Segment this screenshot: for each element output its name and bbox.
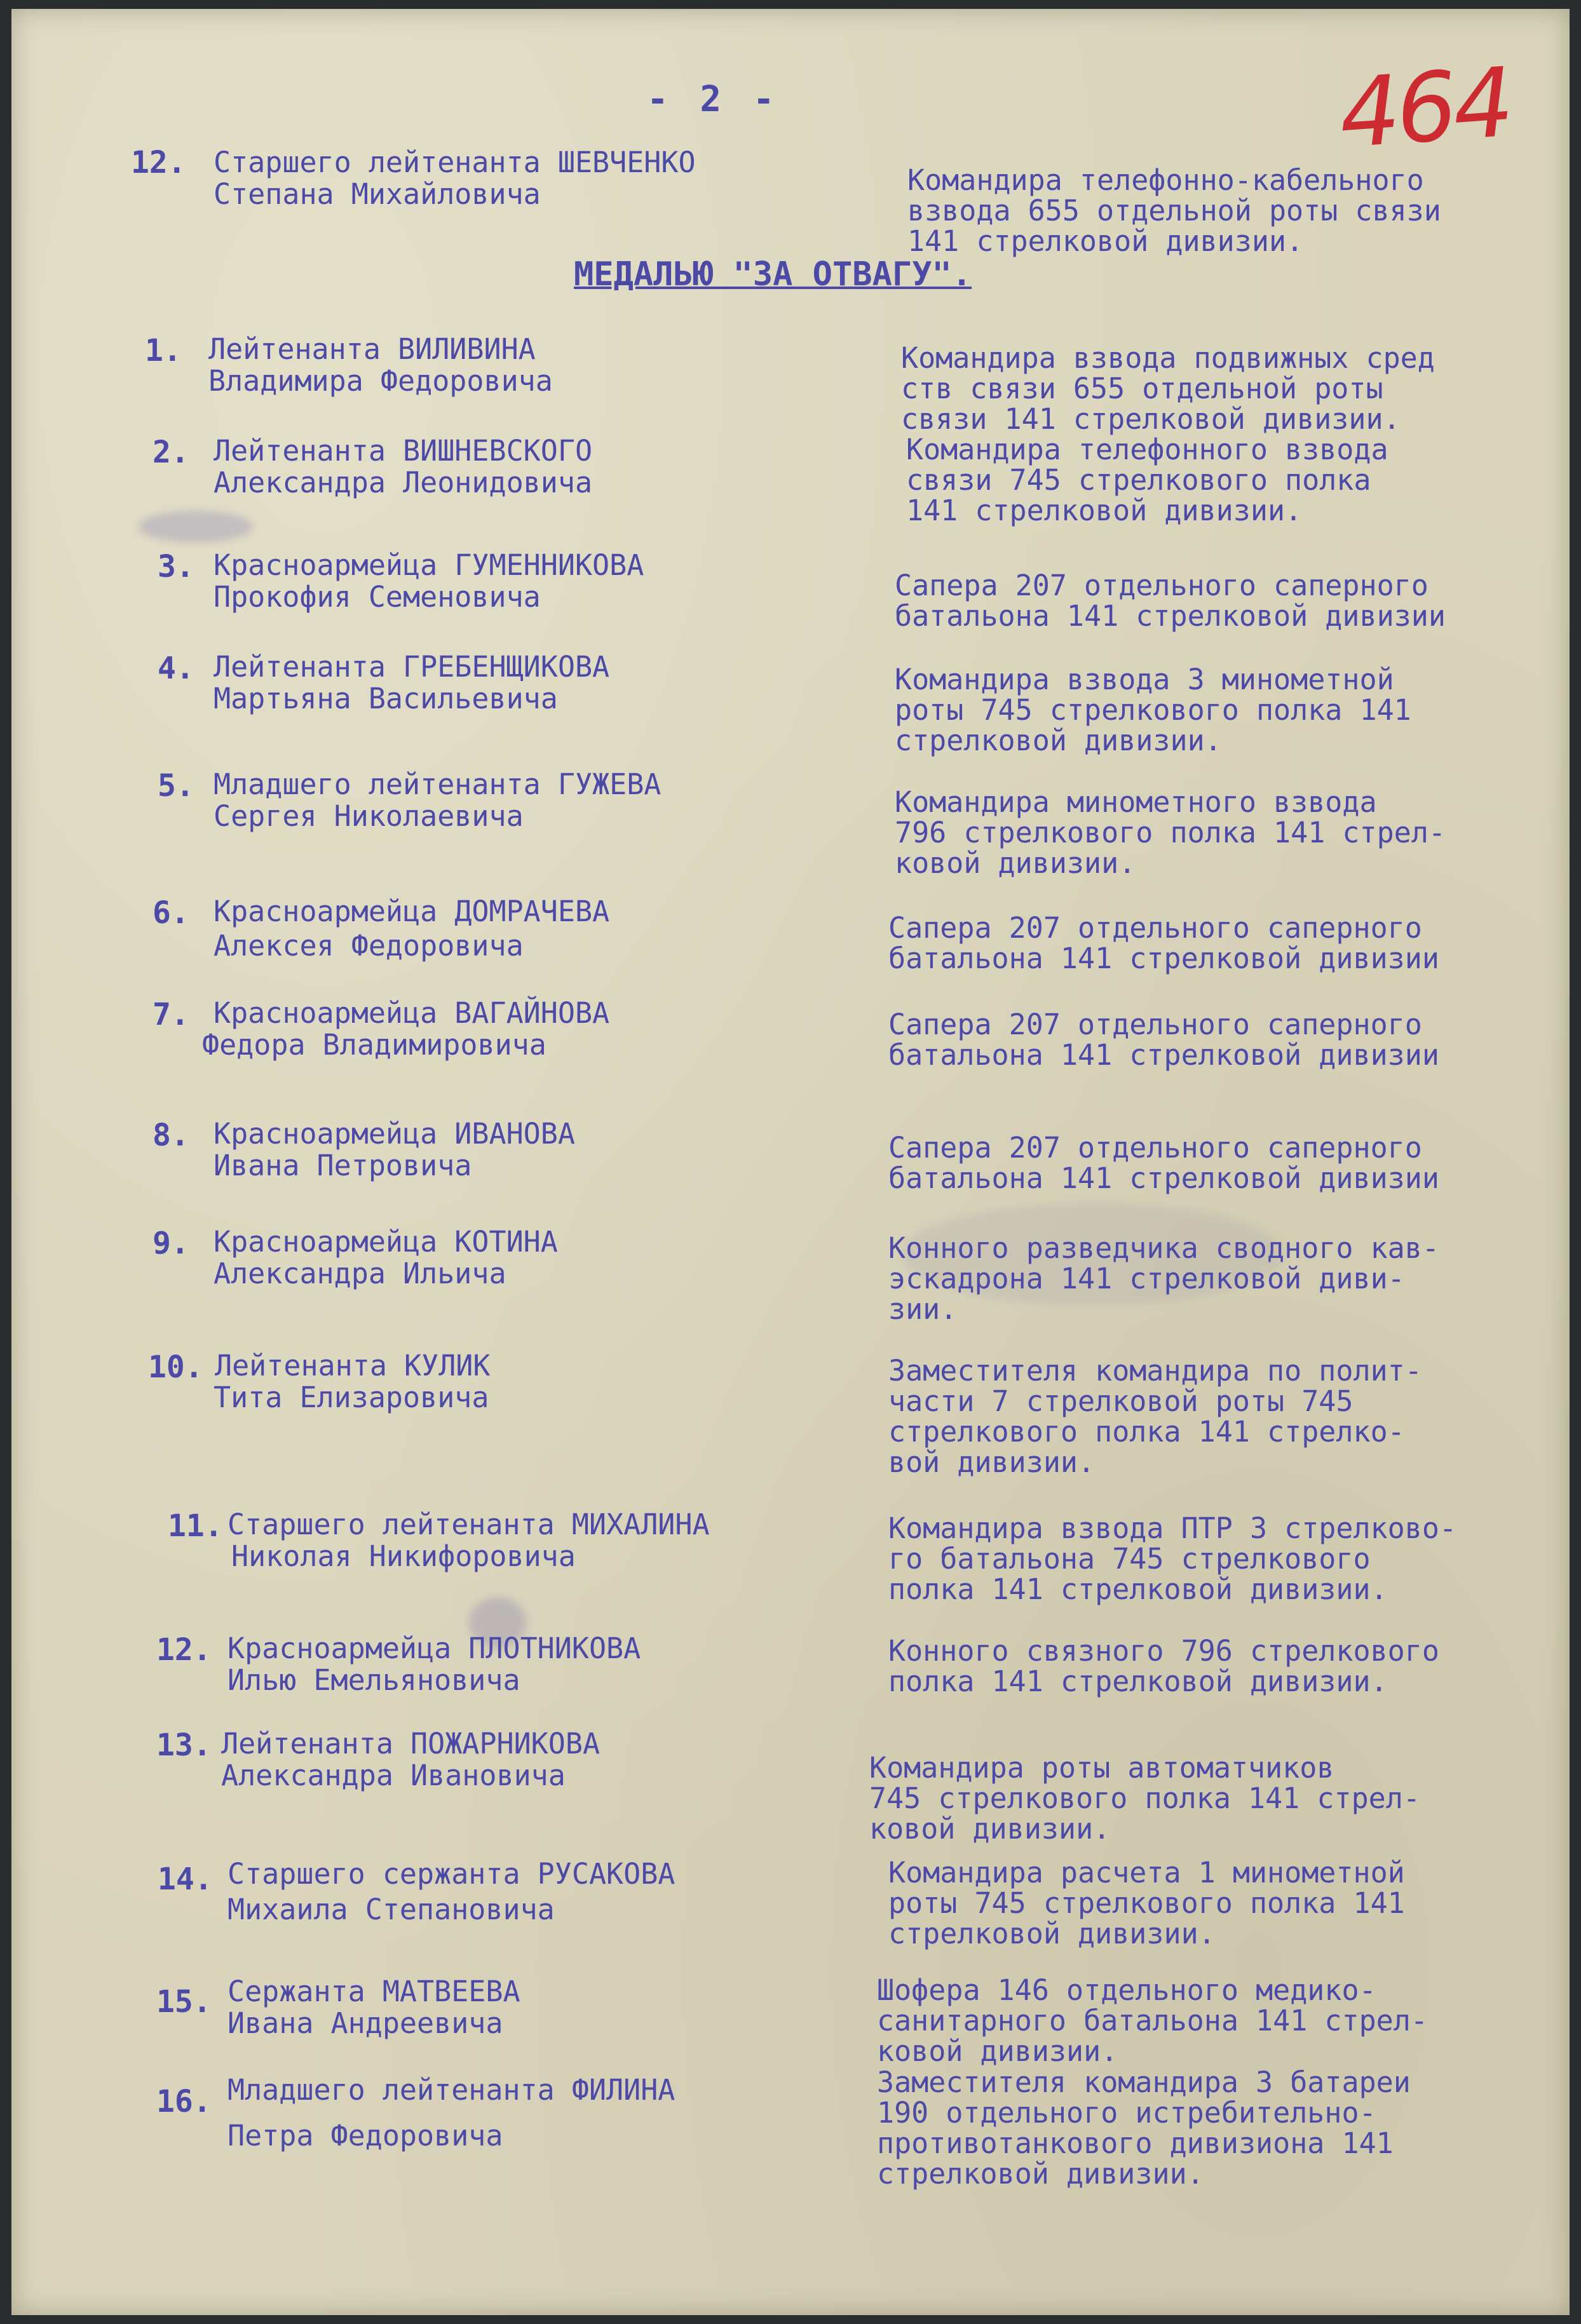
entry-number: 1. (145, 333, 182, 368)
section-title: МЕДАЛЬЮ "ЗА ОТВАГУ". (574, 255, 972, 294)
entry-number: 7. (153, 997, 189, 1032)
entry-name-line2: Александра Ильича (214, 1257, 506, 1290)
entry-position: Заместителя командира по полит- части 7 стрелковой роты 745 стрелкового полка 141 стрелко- вой дивизии. (888, 1354, 1422, 1479)
entry-name-line1: Сержанта МАТВЕЕВА (227, 1975, 520, 2008)
entry-name-line2: Михаила Степановича (227, 1893, 555, 1926)
entry-name-line2: Степана Михайловича (214, 177, 541, 211)
entry-position: Конного разведчика сводного кав- эскадрона 141 стрелковой диви- зии. (888, 1231, 1439, 1326)
page-number: - 2 - (647, 79, 780, 120)
entry-name-line2: Александра Ивановича (221, 1759, 566, 1792)
entry-number: 10. (148, 1349, 203, 1385)
entry-number: 5. (158, 768, 194, 804)
entry-position: Сапера 207 отдельного саперного батальона 141 стрелковой дивизии (895, 569, 1446, 633)
entry-name-line1: Красноармейца ИВАНОВА (214, 1117, 575, 1151)
entry-name-line1: Лейтенанта ВИШНЕВСКОГО (214, 434, 593, 468)
entry-name-line2: Николая Никифоровича (231, 1539, 576, 1573)
entry-number: 16. (156, 2084, 212, 2119)
entry-position: Командира минометного взвода 796 стрелкового полка 141 стрел- ковой дивизии. (895, 785, 1446, 880)
entry-name-line1: Старшего лейтенанта МИХАЛИНА (227, 1508, 710, 1541)
entry-number: 4. (158, 651, 194, 686)
document-sheet (11, 9, 1570, 2315)
entry-position: Сапера 207 отдельного саперного батальона 141 стрелковой дивизии (888, 911, 1439, 975)
entry-name-line2: Петра Федоровича (227, 2119, 503, 2152)
entry-name-line2: Мартьяна Васильевича (214, 682, 558, 715)
entry-name-line1: Лейтенанта ВИЛИВИНА (208, 332, 536, 366)
entry-name-line1: Красноармейца КОТИНА (214, 1225, 558, 1259)
entry-position: Конного связного 796 стрелкового полка 141 стрелковой дивизии. (888, 1634, 1439, 1698)
entry-name-line2: Ивана Андреевича (227, 2006, 503, 2040)
entry-name-line1: Красноармейца ПЛОТНИКОВА (227, 1632, 641, 1665)
entry-number: 6. (153, 895, 189, 931)
entry-name-line2: Алексея Федоровича (214, 929, 524, 963)
entry-number: 12. (156, 1632, 212, 1668)
entry-position: Сапера 207 отдельного саперного батальона 141 стрелковой дивизии (888, 1131, 1439, 1195)
entry-name-line1: Лейтенанта ПОЖАРНИКОВА (221, 1727, 601, 1760)
entry-name-line1: Младшего лейтенанта ФИЛИНА (227, 2073, 675, 2107)
entry-position: Командира взвода подвижных сред ств связи 655 отдельной роты связи 141 стрелковой дивизии. (901, 341, 1435, 436)
entry-name-line2: Владимира Федоровича (208, 364, 553, 398)
ink-smudge (139, 511, 253, 543)
entry-name-line2: Федора Владимировича (202, 1028, 546, 1062)
entry-name-line1: Старшего лейтенанта ШЕВЧЕНКО (214, 145, 696, 179)
entry-name-line1: Красноармейца ДОМРАЧЕВА (214, 895, 610, 928)
entry-name-line2: Ивана Петровича (214, 1149, 472, 1182)
entry-name-line1: Младшего лейтенанта ГУЖЕВА (214, 767, 662, 801)
entry-number: 12. (131, 145, 186, 180)
entry-position: Сапера 207 отдельного саперного батальона 141 стрелковой дивизии (888, 1008, 1439, 1072)
entry-position: Командира роты автоматчиков 745 стрелкового полка 141 стрел- ковой дивизии. (869, 1751, 1420, 1846)
entry-name-line2: Тита Елизаровича (214, 1381, 489, 1414)
entry-number: 2. (153, 435, 189, 470)
entry-name-line2: Александра Леонидовича (214, 466, 593, 499)
entry-name-line2: Сергея Николаевича (214, 799, 524, 833)
entry-name-line1: Красноармейца ГУМЕННИКОВА (214, 548, 644, 582)
entry-number: 15. (156, 1984, 212, 2020)
archive-number: 464 (1336, 47, 1514, 170)
entry-number: 11. (168, 1508, 223, 1544)
entry-number: 3. (158, 549, 194, 584)
entry-number: 8. (153, 1118, 189, 1153)
entry-number: 9. (153, 1226, 189, 1261)
entry-position: Командира телефонно-кабельного взвода 655 отдельной роты связи 141 стрелковой дивизии. (907, 163, 1441, 258)
entry-number: 14. (158, 1861, 213, 1897)
entry-position: Шофера 146 отдельного медико- санитарного батальона 141 стрел- ковой дивизии. (877, 1973, 1428, 2068)
entry-name-line2: Прокофия Семеновича (214, 580, 541, 614)
entry-position: Заместителя командира 3 батареи 190 отдельного истребительно- противотанкового дивизиона 141 стрелковой дивизии. (877, 2065, 1411, 2191)
entry-position: Командира взвода ПТР 3 стрелково- го батальона 745 стрелкового полка 141 стрелковой дивизии. (888, 1511, 1457, 1606)
entry-name-line2: Илью Емельяновича (227, 1663, 520, 1697)
entry-name-line1: Лейтенанта ГРЕБЕНЩИКОВА (214, 650, 610, 684)
entry-number: 13. (156, 1727, 212, 1763)
entry-name-line1: Лейтенанта КУЛИК (215, 1349, 491, 1382)
entry-name-line1: Старшего сержанта РУСАКОВА (227, 1857, 675, 1891)
entry-position: Командира расчета 1 минометной роты 745 стрелкового полка 141 стрелковой дивизии. (888, 1856, 1405, 1950)
entry-position: Командира телефонного взвода связи 745 стрелкового полка 141 стрелковой дивизии. (906, 433, 1388, 527)
entry-name-line1: Красноармейца ВАГАЙНОВА (214, 996, 610, 1030)
entry-position: Командира взвода 3 минометной роты 745 стрелкового полка 141 стрелковой дивизии. (895, 663, 1411, 757)
